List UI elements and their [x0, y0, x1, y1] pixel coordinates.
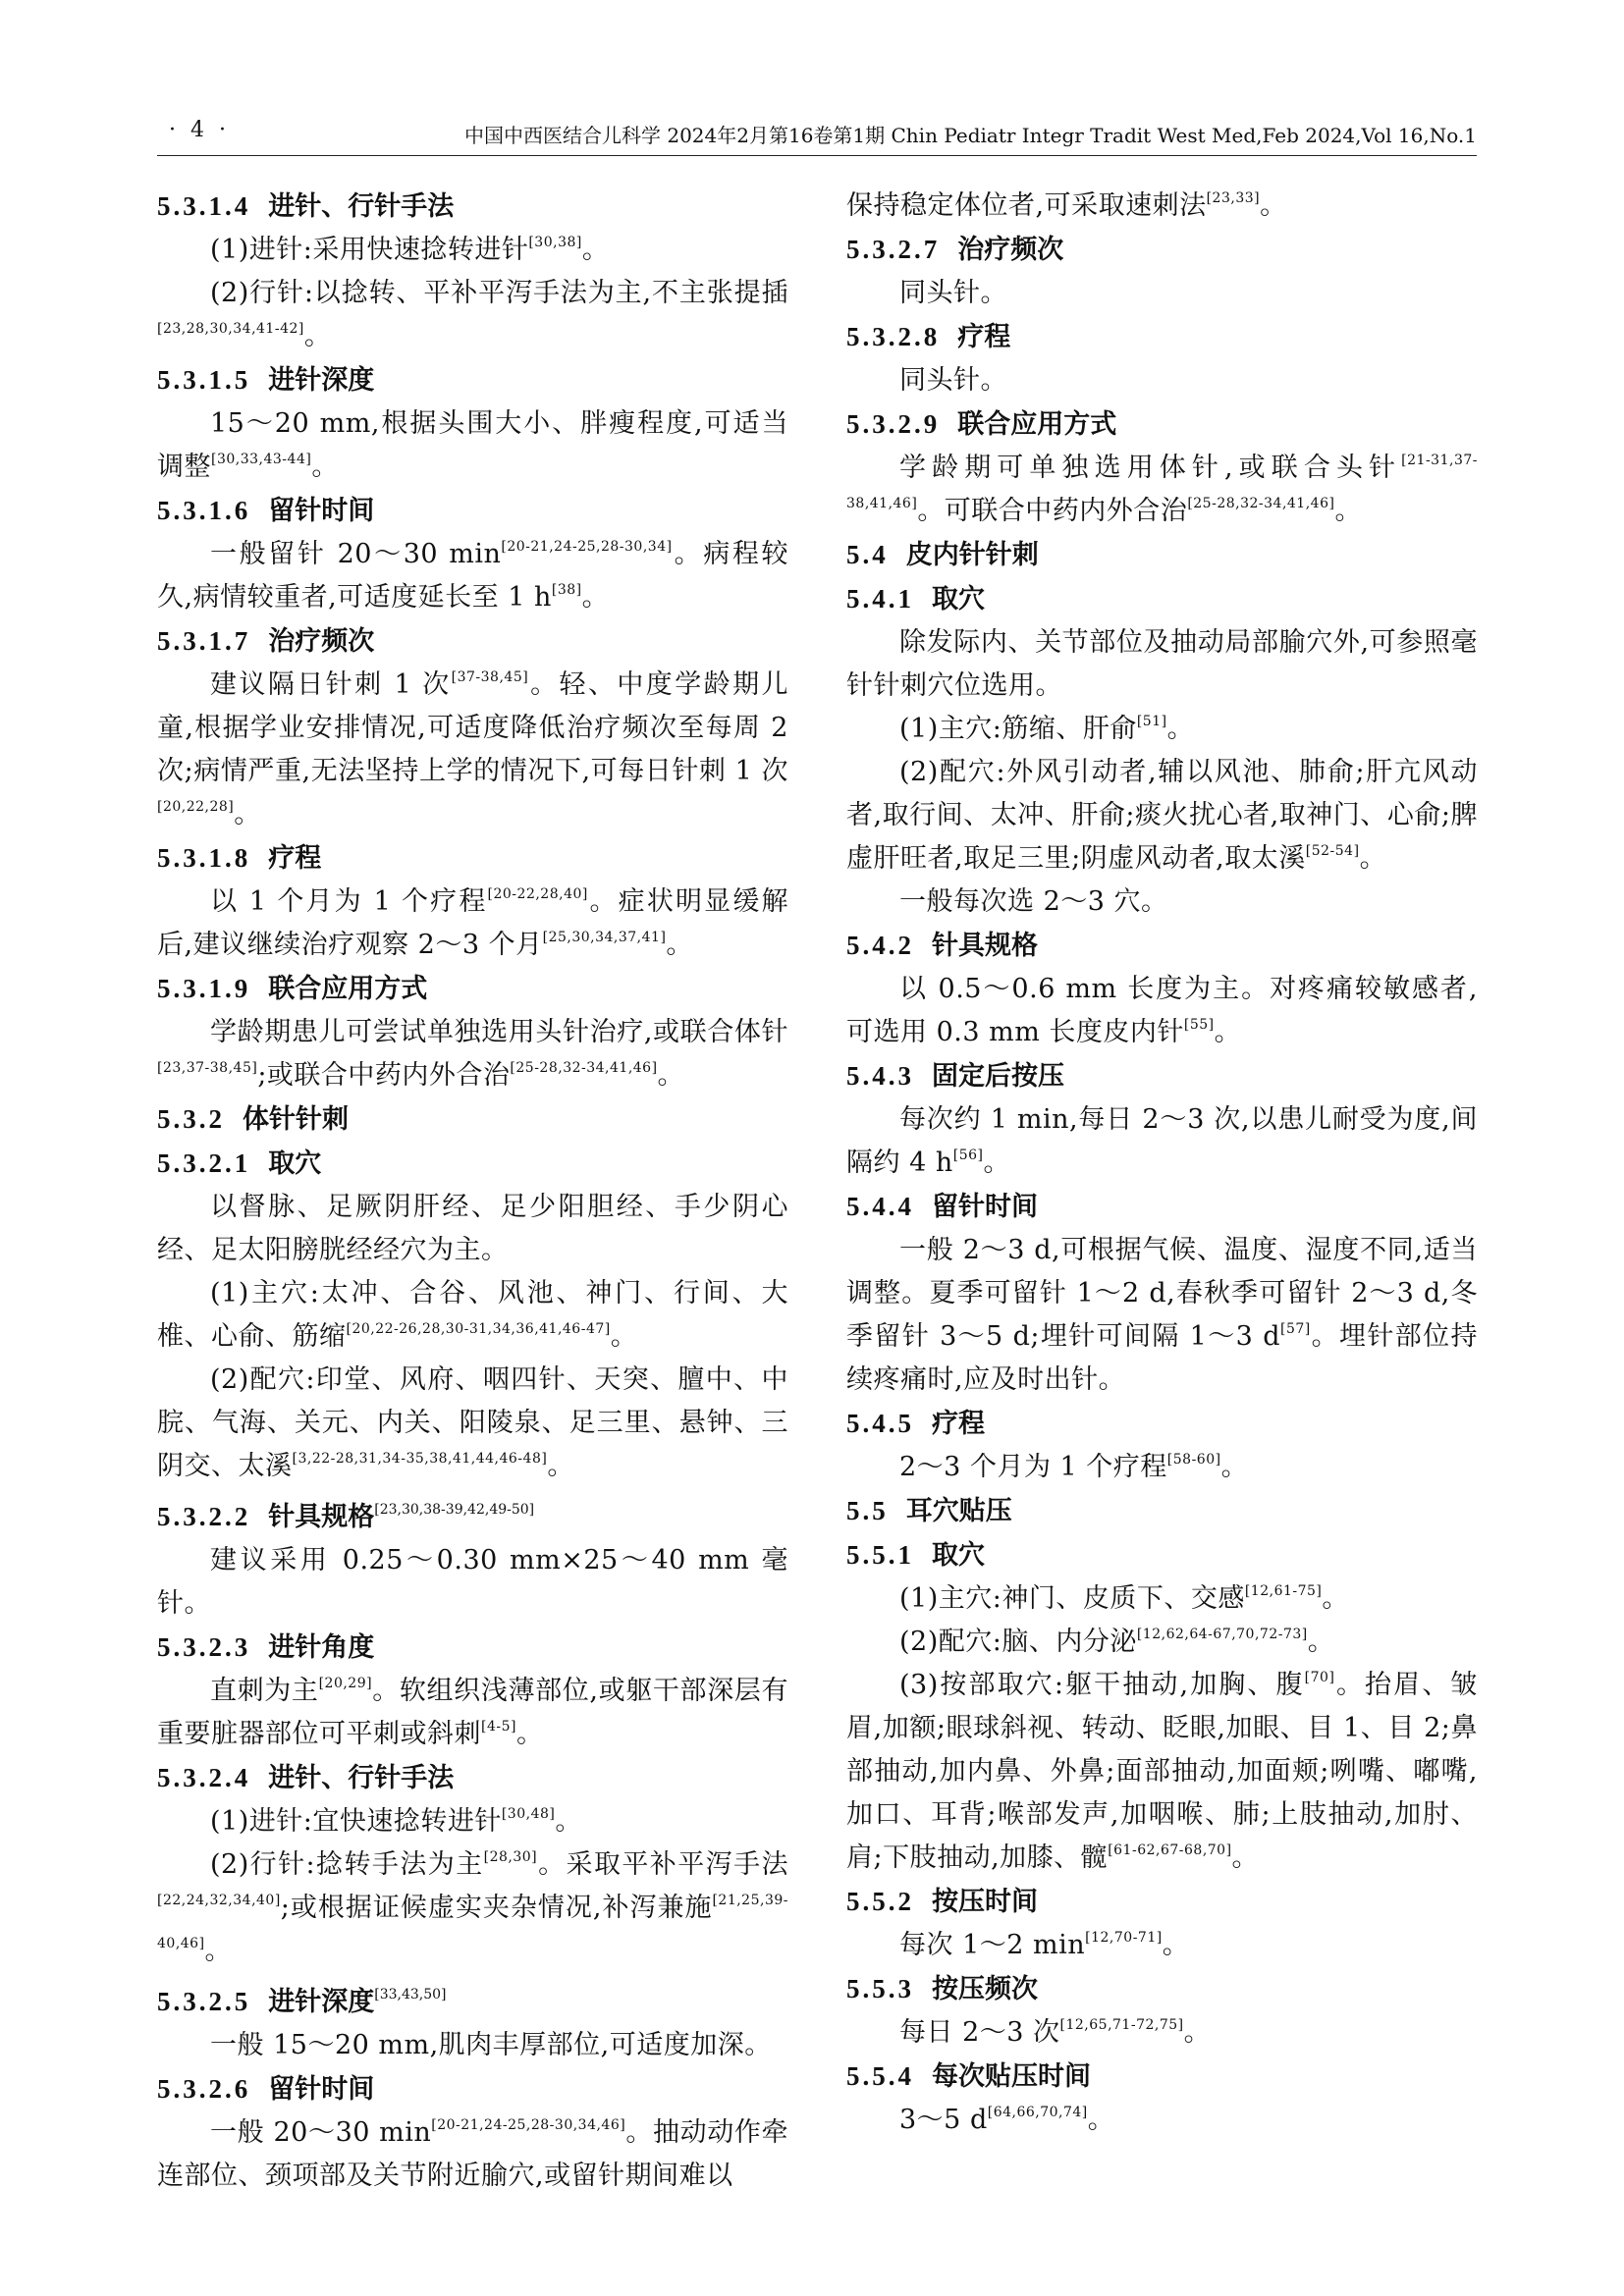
section-title: 按压频次 [932, 1974, 1038, 2004]
section-heading [157, 1626, 788, 1670]
paragraph-text: 。 [666, 930, 693, 960]
paragraph-text: (1)主穴:神门、皮质下、交感 [899, 1583, 1245, 1614]
citation-ref: [20,22,28] [157, 799, 235, 815]
paragraph-text: 。埋针部位持续疼痛时,应及时出针。 [846, 1321, 1478, 1395]
section-title: 每次贴压时间 [932, 2061, 1091, 2092]
section-number: 5.4.3 [846, 1061, 914, 1091]
paragraph-text: (2)配穴:外风引动者,辅以风池、肺俞;肝亢风动者,取行间、太冲、肝俞;痰火扰心者,取神门、心俞;脾虚肝旺者,取足三里;阴虚风动者,取太溪 [846, 757, 1478, 874]
page-number: · 4 · [169, 118, 230, 142]
section-heading [846, 402, 1478, 447]
section-heading [846, 533, 1478, 577]
citation-ref: [28,30] [483, 1849, 538, 1865]
paragraph-text: 。轻、中度学龄期儿童,根据学业安排情况,可适度降低治疗频次至每周 2 次;病情严重,无法坚持上学的情况下,可每日针刺 1 次 [157, 669, 788, 786]
paragraph-text: 以 1 个月为 1 个疗程 [210, 886, 488, 917]
section-title: 进针、行针手法 [268, 191, 455, 222]
section-heading [846, 1185, 1478, 1229]
paragraph [846, 968, 1478, 1054]
paragraph [846, 1577, 1478, 1621]
section-title: 进针深度 [268, 1987, 375, 2017]
paragraph [846, 708, 1478, 751]
section-title: 针具规格 [268, 1502, 375, 1532]
section-title: 进针深度 [268, 365, 375, 396]
citation-ref: [20-22,28,40] [487, 886, 588, 902]
section-title: 留针时间 [268, 496, 375, 526]
section-title: 取穴 [268, 1148, 322, 1179]
paragraph [846, 1446, 1478, 1489]
citation-ref: [23,30,38-39,42,49-50] [374, 1502, 535, 1518]
citation-ref: [23,37-38,45] [157, 1060, 258, 1076]
paragraph-text: (3)按部取穴:躯干抽动,加胸、腹 [899, 1670, 1305, 1700]
citation-ref: [12,65,71-72,75] [1059, 2017, 1184, 2033]
paragraph [157, 1272, 788, 1359]
section-title: 留针时间 [932, 1192, 1038, 1222]
section-heading [157, 1097, 788, 1142]
section-number: 5.3.2.5 [157, 1987, 251, 2016]
paragraph-text: 建议隔日针刺 1 次 [210, 669, 452, 700]
citation-ref: [3,22-28,31,34-35,38,41,44,46-48] [292, 1451, 548, 1467]
citation-ref: [20-21,24-25,28-30,34] [501, 539, 673, 555]
paragraph-text: 2～3 个月为 1 个疗程 [899, 1452, 1167, 1482]
citation-ref: [12,61-75] [1244, 1583, 1323, 1599]
section-heading [157, 358, 788, 402]
section-number: 5.3.2.9 [846, 409, 941, 439]
paragraph-text: 每次 1～2 min [899, 1930, 1086, 1960]
paragraph-text: 。 [1231, 1842, 1260, 1873]
paragraph-text: 。 [547, 1451, 574, 1481]
paragraph-text: (2)配穴:脑、内分泌 [899, 1627, 1137, 1657]
section-heading [157, 1142, 788, 1186]
paragraph-text: 。 [1322, 1583, 1349, 1614]
paragraph [846, 881, 1478, 924]
citation-ref: [51] [1136, 714, 1167, 729]
section-number: 5.3.2.4 [157, 1763, 251, 1792]
paragraph-text: 。 [581, 235, 610, 265]
citation-ref: [37-38,45] [451, 669, 529, 685]
paragraph [157, 1800, 788, 1843]
paragraph-text: (2)配穴:印堂、风府、咽四针、天突、膻中、中脘、气海、关元、内关、阳陵泉、足三里、悬钟、三阴交、太溪 [157, 1364, 788, 1481]
paragraph-text: 。 [303, 321, 332, 351]
paragraph-text: 3～5 d [899, 2105, 988, 2135]
paragraph [846, 1621, 1478, 1664]
paragraph [846, 1664, 1478, 1880]
section-heading [846, 1880, 1478, 1924]
paragraph-text: 。症状明显缓解后,建议继续治疗观察 2～3 个月 [157, 886, 789, 960]
citation-ref: [30,33,43-44] [211, 452, 312, 467]
section-number: 5.5.2 [846, 1887, 914, 1916]
section-heading [846, 315, 1478, 359]
section-number: 5.5.3 [846, 1974, 914, 2003]
right-column [846, 185, 1478, 2142]
citation-ref: [58-60] [1166, 1452, 1221, 1468]
paragraph-text: 15～20 mm,根据头围大小、胖瘦程度,可适当调整 [157, 408, 788, 482]
section-title: 治疗频次 [268, 626, 375, 657]
section-title: 取穴 [932, 584, 985, 614]
citation-ref: [56] [952, 1148, 984, 1163]
section-heading [157, 2067, 788, 2111]
section-heading [157, 489, 788, 533]
section-number: 5.3.2.3 [157, 1632, 251, 1662]
section-heading [846, 228, 1478, 272]
paragraph-text: (1)进针:宜快速捻转进针 [210, 1806, 502, 1837]
paragraph-text: 。 [581, 582, 610, 613]
citation-ref: [30,38] [528, 235, 582, 250]
citation-ref: [25,30,34,37,41] [542, 930, 667, 945]
paragraph-text: 同头针。 [899, 278, 1007, 308]
section-heading [157, 619, 788, 664]
paragraph-text: 。 [1260, 190, 1287, 221]
section-heading [846, 577, 1478, 621]
paragraph-text: 。 [555, 1806, 582, 1837]
section-title: 进针角度 [268, 1632, 375, 1663]
section-title: 治疗频次 [957, 235, 1064, 265]
paragraph-text: 保持稳定体位者,可采取速刺法 [846, 190, 1207, 221]
citation-ref: [70] [1304, 1670, 1335, 1685]
paragraph [157, 533, 788, 619]
paragraph [157, 1539, 788, 1626]
paragraph [157, 402, 788, 489]
citation-ref: [12,62,64-67,70,72-73] [1136, 1627, 1308, 1642]
paragraph-text: 。 [1087, 2105, 1115, 2135]
citation-ref: [21,25,39-40,46] [157, 1893, 788, 1951]
paragraph-text: 每日 2～3 次 [899, 2017, 1060, 2048]
paragraph-text: 以 0.5～0.6 mm 长度为主。对疼痛较敏感者,可选用 0.3 mm 长度皮内针 [846, 974, 1478, 1047]
citation-ref: [64,66,70,74] [987, 2105, 1088, 2120]
section-title: 联合应用方式 [957, 409, 1117, 440]
citation-ref: [52-54] [1305, 843, 1360, 859]
section-number: 5.3.2 [157, 1104, 225, 1134]
citation-ref: [20,22-26,28,30-31,34,36,41,46-47] [346, 1321, 611, 1337]
paragraph [157, 1843, 788, 1973]
section-title: 疗程 [268, 843, 322, 874]
section-number: 5.4.4 [846, 1192, 914, 1221]
paragraph-text: 。 [1162, 1930, 1190, 1960]
paragraph [157, 1186, 788, 1272]
section-heading [846, 1054, 1478, 1098]
section-title: 疗程 [932, 1409, 985, 1439]
citation-ref: [57] [1280, 1321, 1311, 1337]
section-title: 疗程 [957, 322, 1011, 352]
section-title: 留针时间 [268, 2074, 375, 2105]
citation-ref: [20-21,24-25,28-30,34,46] [431, 2117, 626, 2133]
citation-ref: [20,29] [318, 1676, 373, 1691]
paragraph-text: 除发际内、关节部位及抽动局部腧穴外,可参照毫针针刺穴位选用。 [846, 627, 1478, 701]
section-number: 5.5 [846, 1496, 889, 1525]
paragraph [157, 1011, 788, 1097]
paragraph-text: 。软组织浅薄部位,或躯干部深层有重要脏器部位可平刺或斜刺 [157, 1676, 788, 1749]
section-title: 体针针刺 [243, 1104, 349, 1135]
section-heading [846, 2055, 1478, 2099]
paragraph-text: 。 [610, 1321, 638, 1352]
paragraph-text: (1)主穴:筋缩、肝俞 [899, 714, 1137, 744]
section-heading [846, 1533, 1478, 1577]
paragraph-text: ;或联合中药内外合治 [257, 1060, 511, 1091]
section-title: 固定后按压 [932, 1061, 1064, 1092]
section-heading [157, 836, 788, 881]
paragraph [846, 1924, 1478, 1967]
section-title: 取穴 [932, 1540, 985, 1571]
section-title: 按压时间 [932, 1887, 1038, 1917]
section-number: 5.5.4 [846, 2061, 914, 2091]
paragraph-text: 以督脉、足厥阴肝经、足少阳胆经、手少阴心经、足太阳膀胱经经穴为主。 [157, 1192, 788, 1265]
paragraph-text: 同头针。 [899, 365, 1007, 396]
paragraph-text: 。采取平补平泻手法 [537, 1849, 789, 1880]
paragraph-text: 。 [1214, 1017, 1242, 1047]
paragraph-text: 。 [657, 1060, 685, 1091]
section-number: 5.3.1.5 [157, 365, 251, 395]
section-heading [157, 185, 788, 229]
paragraph [846, 272, 1478, 315]
paragraph-continued [846, 185, 1478, 228]
citation-ref: [23,33] [1206, 190, 1261, 206]
paragraph-text: 一般留针 20～30 min [210, 539, 502, 569]
section-title: 皮内针针刺 [905, 540, 1039, 570]
paragraph [157, 2024, 788, 2067]
paragraph-text: 。 [311, 452, 339, 482]
paragraph-text: 。病程较久,病情较重者,可适度延长至 1 h [157, 539, 788, 613]
section-heading [157, 1488, 788, 1539]
paragraph [846, 1098, 1478, 1185]
paragraph-text: 。抽动动作牵连部位、颈项部及关节附近腧穴,或留针期间难以 [157, 2117, 788, 2191]
paragraph-text: 。可联合中药内外合治 [917, 496, 1188, 526]
paragraph-text: 建议采用 0.25～0.30 mm×25～40 mm 毫针。 [157, 1545, 788, 1619]
paragraph [846, 621, 1478, 708]
paragraph-text: 一般每次选 2～3 穴。 [899, 886, 1168, 917]
page-header [157, 116, 1477, 156]
section-number: 5.3.1.7 [157, 626, 251, 656]
citation-ref: [25-28,32-34,41,46] [1187, 496, 1335, 511]
left-column [157, 185, 788, 2198]
paragraph-text: 。 [1166, 714, 1195, 744]
paragraph-text: 学龄期可单独选用体针,或联合头针 [899, 453, 1402, 483]
paragraph [157, 881, 788, 967]
paragraph [157, 1670, 788, 1756]
paragraph-text: 一般 15～20 mm,肌肉丰厚部位,可适度加深。 [210, 2030, 772, 2060]
paragraph [157, 272, 788, 358]
paragraph-text: (2)行针:以捻转、平补平泻手法为主,不主张提插 [210, 278, 788, 308]
paragraph-text: 直刺为主 [210, 1676, 319, 1706]
paragraph-text: 。 [204, 1936, 233, 1966]
paragraph [846, 2011, 1478, 2055]
paragraph-text: 一般 2～3 d,可根据气候、温度、湿度不同,适当调整。夏季可留针 1～2 d,春秋季可留针 2～3 d,冬季留针 3～5 d;埋针可间隔 1～3 d [846, 1235, 1478, 1352]
section-number: 5.4.5 [846, 1409, 914, 1438]
paragraph [157, 664, 788, 836]
section-number: 5.3.1.8 [157, 843, 251, 873]
journal-running-title: 中国中西医结合儿科学 2024年2月第16卷第1期 Chin Pediatr Integr Tradit West Med,Feb 2024,Vol 16,No.1 [463, 124, 1477, 147]
paragraph-text: ;或根据证候虚实夹杂情况,补泻兼施 [280, 1893, 713, 1923]
paragraph-text: 。 [1359, 843, 1387, 874]
citation-ref: [61-62,67-68,70] [1108, 1842, 1232, 1858]
paragraph-text: 。 [1220, 1452, 1249, 1482]
paragraph [157, 229, 788, 272]
section-heading [846, 924, 1478, 968]
paragraph-text: (1)主穴:太冲、合谷、风池、神门、行间、大椎、心俞、筋缩 [157, 1278, 788, 1352]
paragraph-text: 。 [515, 1719, 544, 1749]
section-number: 5.3.2.8 [846, 322, 941, 351]
section-number: 5.3.2.7 [846, 235, 941, 264]
paragraph-text: 一般 20～30 min [210, 2117, 432, 2148]
section-number: 5.4.1 [846, 584, 914, 614]
section-number: 5.3.2.1 [157, 1148, 251, 1178]
paragraph [157, 2111, 788, 2198]
section-number: 5.4 [846, 540, 889, 569]
paragraph-text: 。抬眉、皱眉,加额;眼球斜视、转动、眨眼,加眼、目 1、目 2;鼻部抽动,加内鼻、外鼻;面部抽动,加面颊;咧嘴、嘟嘴,加口、耳背;喉部发声,加咽喉、肺;上肢抽动,加肘、肩;下肢抽动,加膝、髋 [846, 1670, 1478, 1873]
section-number: 5.5.1 [846, 1540, 914, 1570]
citation-ref: [23,28,30,34,41-42] [157, 321, 304, 337]
paragraph-text: 。 [1183, 2017, 1212, 2048]
paragraph-text: 每次约 1 min,每日 2～3 次,以患儿耐受为度,间隔约 4 h [846, 1104, 1478, 1178]
section-number: 5.4.2 [846, 931, 914, 960]
citation-ref: [22,24,32,34,40] [157, 1893, 281, 1908]
section-number: 5.3.2.6 [157, 2074, 251, 2104]
section-title: 进针、行针手法 [268, 1763, 455, 1793]
section-heading [157, 1756, 788, 1800]
section-number: 5.3.1.6 [157, 496, 251, 525]
paragraph [846, 751, 1478, 881]
citation-ref: [4-5] [481, 1719, 516, 1735]
paragraph-text: 。 [1307, 1627, 1335, 1657]
paragraph-text: (1)进针:采用快速捻转进针 [210, 235, 529, 265]
paragraph [846, 359, 1478, 402]
paragraph-text: 。 [1334, 496, 1362, 526]
paragraph-text: 。 [983, 1148, 1010, 1178]
section-title: 耳穴贴压 [905, 1496, 1012, 1526]
citation-ref: [55] [1183, 1017, 1215, 1033]
citation-ref: [30,48] [501, 1806, 556, 1822]
section-number: 5.3.1.4 [157, 191, 251, 221]
paragraph [846, 1229, 1478, 1402]
paragraph [846, 2099, 1478, 2142]
section-number: 5.3.2.2 [157, 1502, 251, 1531]
section-heading [846, 1967, 1478, 2011]
paragraph-text: (2)行针:捻转手法为主 [210, 1849, 484, 1880]
section-title: 针具规格 [932, 931, 1038, 961]
section-heading [846, 1402, 1478, 1446]
paragraph-text: 。 [234, 799, 261, 829]
section-heading [846, 1489, 1478, 1533]
citation-ref: [25-28,32-34,41,46] [510, 1060, 658, 1076]
section-title: 联合应用方式 [268, 974, 428, 1004]
section-heading [157, 967, 788, 1011]
section-number: 5.3.1.9 [157, 974, 251, 1003]
paragraph [846, 447, 1478, 533]
section-heading [157, 1973, 788, 2024]
citation-ref: [21-31,37-38,41,46] [846, 453, 1478, 511]
citation-ref: [38] [551, 582, 582, 598]
citation-ref: [12,70-71] [1085, 1930, 1163, 1946]
citation-ref: [33,43,50] [374, 1987, 447, 2002]
paragraph [157, 1359, 788, 1488]
paragraph-text: 学龄期患儿可尝试单独选用头针治疗,或联合体针 [210, 1017, 788, 1047]
